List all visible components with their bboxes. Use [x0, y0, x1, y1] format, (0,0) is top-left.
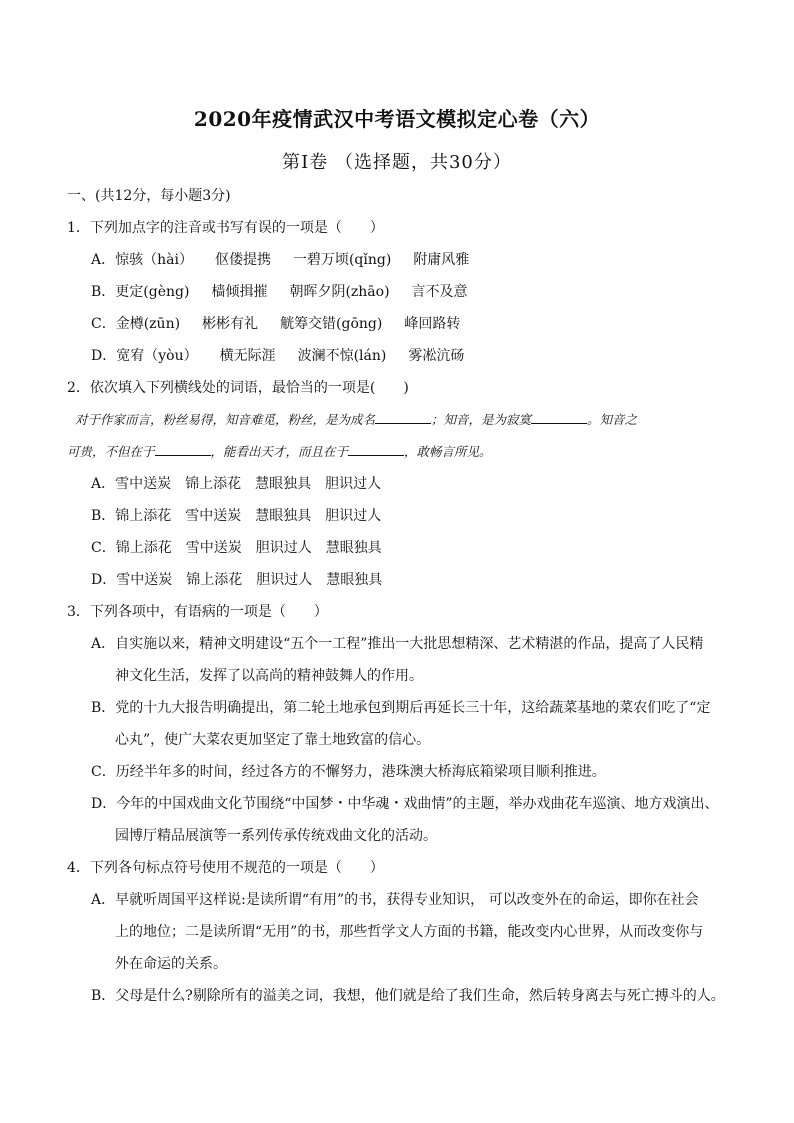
question-4-option-a-cont: 上的地位；二是读所谓“无用”的书，那些哲学文人方面的书籍，能改变内心世界，从而改变你与: [115, 924, 704, 940]
option-label: A．: [91, 252, 116, 268]
passage-text: 。知音之: [587, 412, 638, 427]
option-word: 雪中送炭: [115, 476, 172, 492]
option-label: A．: [91, 476, 116, 492]
question-3-option-a-cont: 神文化生活，发挥了以高尚的精神鼓舞人的作用。: [115, 668, 423, 684]
question-3-option-b-cont: 心丸”，使广大菜农更加坚定了靠土地致富的信心。: [115, 732, 431, 748]
option-word: 樯倾揖摧: [211, 284, 268, 300]
option-label: B．: [91, 508, 116, 524]
question-3-option-d[interactable]: D．今年的中国戏曲文化节围绕“中国梦・中华魂・戏曲情”的主题，举办戏曲花车巡演、地方戏演出、: [91, 796, 719, 812]
question-3-option-d-cont: 园博厅精品展演等一系列传承传统戏曲文化的活动。: [115, 828, 437, 844]
option-word: 峰回路转: [404, 316, 461, 332]
question-3-stem: 3．下列各项中，有语病的一项是（ ）: [67, 604, 328, 620]
option-word: 一碧万顷(qǐng): [292, 252, 392, 268]
option-word: 波澜不惊(lán): [297, 348, 387, 364]
option-word: 锦上添花: [115, 540, 172, 556]
option-word: 胆识过人: [255, 540, 312, 556]
question-4-option-b[interactable]: B．父母是什么?剔除所有的溢美之词，我想，他们就是给了我们生命，然后转身离去与死亡搏斗的人。: [91, 988, 725, 1004]
passage-text: ，敢畅言所见。: [404, 444, 492, 459]
answer-blank[interactable]: [155, 441, 211, 456]
question-2-option-b[interactable]: [67, 500, 737, 532]
question-4-stem: 4．下列各句标点符号使用不规范的一项是（ ）: [67, 860, 384, 876]
option-word: 金樽(zūn): [115, 316, 181, 332]
passage-text: ，能看出天才，而且在于: [210, 444, 349, 459]
option-word: 雪中送炭: [185, 540, 242, 556]
question-2-passage-line-1: [67, 404, 737, 436]
page-title: 2020年疫情武汉中考语文模拟定心卷（六）: [193, 107, 601, 131]
option-word: 雪中送炭: [185, 508, 242, 524]
question-1-option-c[interactable]: [67, 308, 737, 340]
question-2-passage-line-2: [67, 436, 737, 468]
option-word: 更定(gèng): [115, 284, 190, 300]
option-label: D．: [91, 572, 117, 588]
option-word: 惊骇（hài）: [115, 252, 193, 268]
option-label: D．: [91, 348, 117, 364]
passage-text: ；知音，是为寂寞: [431, 412, 532, 427]
exam-content: [67, 180, 737, 1012]
question-2-option-a[interactable]: [67, 468, 737, 500]
question-3-option-a[interactable]: A．自实施以来，精神文明建设“五个一工程”推出一大批思想精深、艺术精湛的作品，提高了人民精: [91, 636, 704, 652]
question-2-stem: 2．依次填入下列横线处的词语，最恰当的一项是( ): [67, 380, 409, 396]
passage-text: 对于作家而言，粉丝易得，知音难觅，粉丝，是为成名: [75, 412, 376, 427]
question-2-option-c[interactable]: [67, 532, 737, 564]
option-word: 朝晖夕阴(zhāo): [289, 284, 390, 300]
option-word: 觥筹交错(gōng): [280, 316, 383, 332]
question-4-option-a[interactable]: A．早就听周国平这样说:是读所谓“有用”的书，获得专业知识， 可以改变外在的命运，即你在社会: [91, 892, 699, 908]
question-4-option-a-cont: 外在命运的关系。: [115, 956, 227, 972]
option-word: 锦上添花: [186, 572, 243, 588]
option-word: 横无际涯: [219, 348, 276, 364]
question-1-option-b[interactable]: [67, 276, 737, 308]
question-1-option-d[interactable]: [67, 340, 737, 372]
question-3-option-b[interactable]: B．党的十九大报告明确提出，第二轮土地承包到期后再延长三十年，这给蔬菜基地的菜农们吃了“定: [91, 700, 711, 716]
passage-text: 可贵，不但在于: [67, 444, 155, 459]
option-label: B．: [91, 284, 116, 300]
question-2-option-d[interactable]: [67, 564, 737, 596]
question-1-stem: 1．下列加点字的注音或书写有误的一项是（ ）: [67, 220, 384, 236]
option-word: 慧眼独具: [325, 540, 382, 556]
answer-blank[interactable]: [348, 441, 404, 456]
option-word: 慧眼独具: [326, 572, 383, 588]
option-word: 锦上添花: [115, 508, 172, 524]
option-word: 雾凇沆砀: [408, 348, 465, 364]
option-word: 慧眼独具: [255, 508, 312, 524]
option-word: 胆识过人: [256, 572, 313, 588]
question-3-option-c[interactable]: C．历经半年多的时间，经过各方的不懈努力，港珠澳大桥海底箱梁项目顺利推进。: [91, 764, 606, 780]
option-word: 附庸风雅: [413, 252, 470, 268]
option-word: 慧眼独具: [255, 476, 312, 492]
question-1-option-a[interactable]: [67, 244, 737, 276]
answer-blank[interactable]: [375, 409, 431, 424]
option-word: 伛偻提携: [214, 252, 271, 268]
option-label: C．: [91, 316, 116, 332]
section-subtitle: 第Ⅰ卷 （选择题，共30分）: [282, 152, 512, 173]
option-word: 雪中送炭: [116, 572, 173, 588]
option-word: 胆识过人: [325, 508, 382, 524]
option-word: 彬彬有礼: [202, 316, 259, 332]
section-heading: 一、(共12分，每小题3分): [67, 188, 231, 204]
option-word: 锦上添花: [185, 476, 242, 492]
option-word: 胆识过人: [325, 476, 382, 492]
option-word: 宽宥（yòu）: [116, 348, 198, 364]
option-word: 言不及意: [411, 284, 468, 300]
answer-blank[interactable]: [531, 409, 587, 424]
option-label: C．: [91, 540, 116, 556]
